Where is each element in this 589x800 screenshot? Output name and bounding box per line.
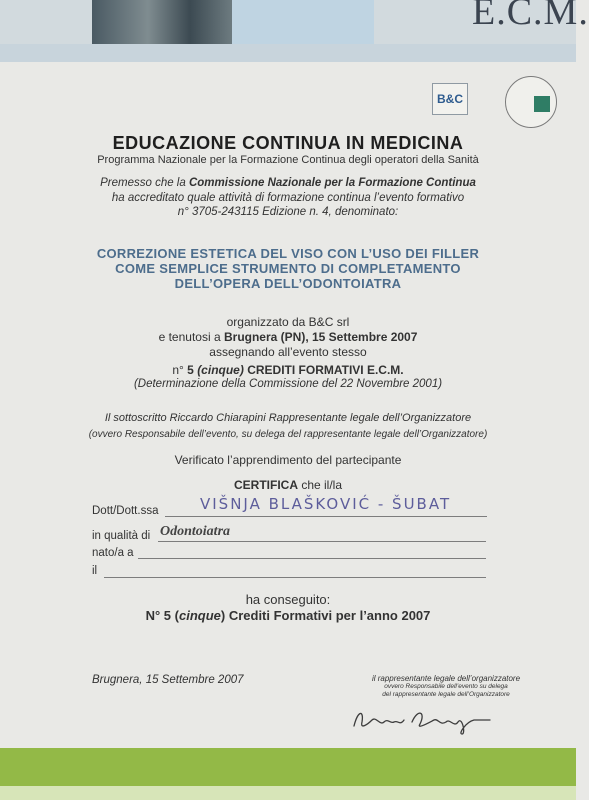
preamble-line-1: Premesso che la Commissione Nazionale per la Formazione Continua (100, 177, 476, 189)
name-label: Dott/Dott.ssa (92, 505, 159, 517)
achievement-line: ha conseguito: (245, 592, 331, 607)
preamble-line-3: n° 3705-243115 Edizione n. 4, denominato: (177, 206, 399, 218)
signature-block (346, 674, 546, 699)
course-title-line-2: COME SEMPLICE STRUMENTO DI COMPLETAMENTO (115, 261, 461, 276)
document-title: EDUCAZIONE CONTINUA IN MEDICINA (112, 133, 464, 153)
participant-name: VIŠNJA BLAŠKOVIĆ - ŠUBAT (200, 495, 452, 513)
birthplace-label: nato/a a (92, 547, 134, 559)
signature-subtitle-2: del rappresentante legale dell’Organizzatore (382, 691, 510, 698)
signature-subtitle-1: ovvero Responsabile dell’evento su delega (384, 683, 508, 690)
banner-title: E.C.M. (472, 0, 589, 33)
birthplace-underline (138, 558, 486, 559)
signature-title: il rappresentante legale dell’organizzatore (371, 674, 521, 683)
footer-green-bar (0, 748, 576, 786)
role-label: in qualità di (92, 530, 151, 542)
course-title-line-1: CORREZIONE ESTETICA DEL VISO CON L’USO DEI FILLER (96, 246, 480, 261)
determination-line: (Determinazione della Commissione del 22 Novembre 2001) (133, 378, 443, 390)
handwritten-signature (350, 704, 500, 736)
undersigned-line-1: Il sottoscritto Riccardo Chiarapini Rappresentante legale dell’Organizzatore (104, 412, 472, 424)
role-underline (158, 541, 486, 542)
birthdate-underline (104, 577, 486, 578)
course-title-line-3: DELL’OPERA DELL’ODONTOIATRA (174, 276, 402, 291)
birthdate-label: il (92, 565, 98, 577)
bc-logo (432, 83, 468, 115)
verification-line: Verificato l’apprendimento del partecipante (174, 453, 402, 467)
seal-emblem-icon (534, 96, 550, 112)
event-location-line: e tenutosi a Brugnera (PN), 15 Settembre 2007 (158, 330, 418, 344)
banner-photo (92, 0, 232, 44)
preamble-line-2: ha accreditato quale attività di formazione continua l’evento formativo (111, 192, 465, 204)
bc-logo-text: B&C (437, 92, 463, 106)
document-subtitle: Programma Nazionale per la Formazione Continua degli operatori della Sanità (97, 154, 479, 166)
undersigned-line-2: (ovvero Responsabile dell’evento, su delega del rappresentante legale dell’Organizzatore) (88, 429, 488, 440)
header-banner (0, 0, 589, 62)
certifica-line: CERTIFICA che il/la (233, 478, 343, 492)
credits-awarded-line: N° 5 (cinque) Crediti Formativi per l’anno 2007 (145, 608, 431, 623)
banner-band (0, 44, 576, 62)
organizer-line: organizzato da B&C srl (226, 315, 350, 329)
participant-role: Odontoiatra (160, 524, 231, 539)
issue-date: Brugnera, 15 Settembre 2007 (92, 674, 244, 686)
name-underline (165, 516, 487, 517)
banner-title-box (232, 0, 589, 44)
footer-light-bar (0, 786, 576, 800)
assignment-line: assegnando all’evento stesso (209, 345, 367, 359)
credits-line: n° 5 (cinque) CREDITI FORMATIVI E.C.M. (172, 363, 404, 377)
